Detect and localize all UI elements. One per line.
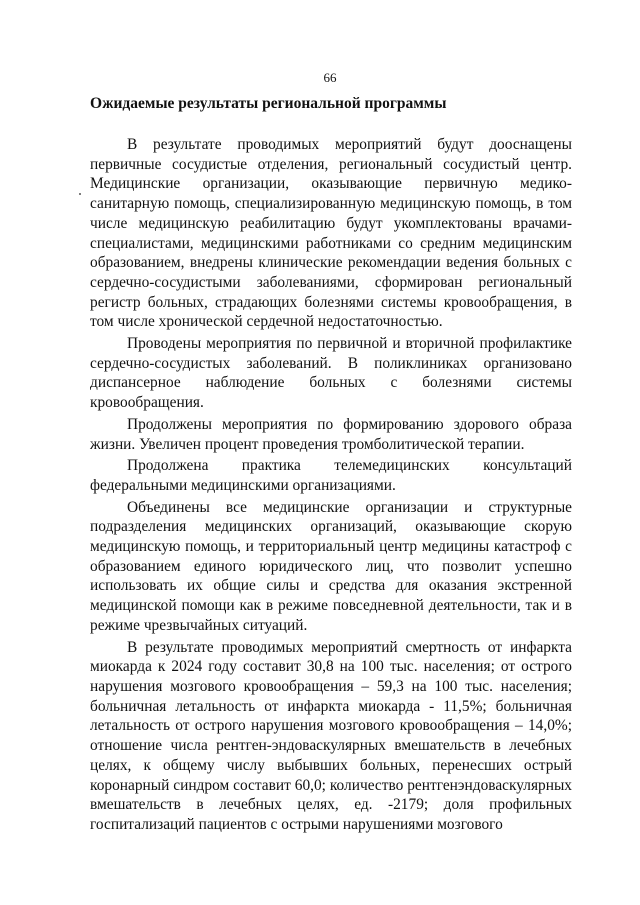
paragraph-emergency-care: Объединены все медицинские организации и структурные подразделения медицинских организаций, оказывающие скорую медицинскую помощь, и территориальный центр медицины катастроф с образованием единого юридического лиц, что позволит успешно использовать их общие силы и средства для оказания экстренной медицинской помощи как в режиме повседневной деятельности, так и в режиме чрезвычайных ситуаций. bbox=[90, 498, 572, 634]
paragraph-equipment: В результате проводимых мероприятий будут дооснащены первичные сосудистые отделения, региональный сосудистый центр. Медицинские организации, оказывающие первичную медико-санитарную помощь, специализированную медицинскую помощь, в том числе медицинскую реабилитацию будут укомплектованы врачами-специалистами, медицинскими работниками со средним медицинским образованием, внедрены клинические рекомендации ведения больных с сердечно-сосудистыми заболеваниями, сформирован региональный регистр больных, страдающих болезнями системы кровообращения, в том числе хронической сердечной недостаточностью. bbox=[90, 136, 572, 331]
paragraph-prevention: Проводены мероприятия по первичной и вторичной профилактике сердечно-сосудистых заболеваний. В поликлиниках организовано диспансерное наблюдение больных с болезнями системы кровообращения. bbox=[90, 335, 572, 412]
paragraph-telemedicine: Продолжена практика телемедицинских консультаций федеральными медицинскими организациями. bbox=[90, 457, 572, 494]
paragraph-mortality-targets: В результате проводимых мероприятий смертность от инфаркта миокарда к 2024 году составит 30,8 на 100 тыс. населения; от острого нарушения мозгового кровообращения – 59,3 на 100 тыс. населения; больничная летальность от инфаркта миокарда - 11,5%; больничная летальность от острого нарушения мозгового кровообращения – 14,0%; отношение числа рентген-эндоваскулярных вмешательств в лечебных целях, к общему числу выбывших больных, перенесших острый коронарный синдром составит 60,0; количество рентгенэндоваскулярных вмешательств в лечебных целях, ед. -2179; доля профильных госпитализаций пациентов с острыми нарушениями мозгового bbox=[90, 638, 572, 833]
body-text bbox=[90, 135, 572, 835]
page-number: 66 bbox=[323, 70, 337, 85]
scan-mark bbox=[79, 193, 81, 195]
section-heading: Ожидаемые результаты региональной программы bbox=[90, 95, 447, 112]
paragraph-healthy-lifestyle: Продолжены мероприятия по формированию здорового образа жизни. Увеличен процент проведения тромболитической терапии. bbox=[90, 415, 572, 453]
